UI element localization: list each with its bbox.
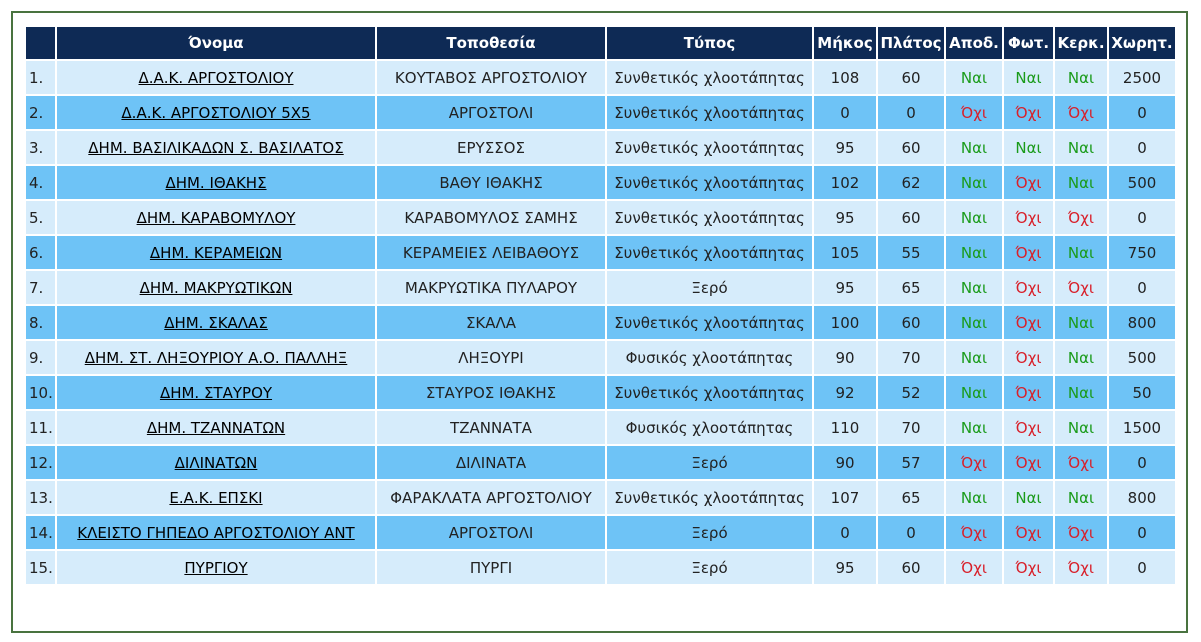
stands-cell: Όχι <box>1055 271 1107 304</box>
lights-cell: Όχι <box>1004 201 1053 234</box>
stands-cell: Ναι <box>1055 411 1107 444</box>
lights-cell: Όχι <box>1004 376 1053 409</box>
row-number: 13. <box>26 481 55 514</box>
row-number: 5. <box>26 201 55 234</box>
capacity-cell: 0 <box>1109 516 1175 549</box>
row-number: 8. <box>26 306 55 339</box>
changing-cell: Ναι <box>946 131 1002 164</box>
width-cell: 65 <box>878 481 944 514</box>
width-cell: 60 <box>878 61 944 94</box>
header-location[interactable]: Τοποθεσία <box>377 27 605 59</box>
location-cell: ΑΡΓΟΣΤΟΛΙ <box>377 96 605 129</box>
width-cell: 60 <box>878 551 944 584</box>
lights-cell: Ναι <box>1004 131 1053 164</box>
location-cell: ΣΤΑΥΡΟΣ ΙΘΑΚΗΣ <box>377 376 605 409</box>
table-row <box>26 201 1175 234</box>
stadium-name-link[interactable]: ΔΙΛΙΝΑΤΩΝ <box>174 453 258 472</box>
header-lights[interactable]: Φωτ. <box>1004 27 1053 59</box>
header-stands[interactable]: Κερκ. <box>1055 27 1107 59</box>
stadium-name-cell <box>57 376 375 409</box>
header-name[interactable]: Όνομα <box>57 27 375 59</box>
stands-cell: Όχι <box>1055 516 1107 549</box>
length-cell: 95 <box>814 551 876 584</box>
capacity-cell: 2500 <box>1109 61 1175 94</box>
length-cell: 90 <box>814 446 876 479</box>
row-number: 9. <box>26 341 55 374</box>
stadium-name-cell <box>57 131 375 164</box>
table-row <box>26 271 1175 304</box>
stands-cell: Ναι <box>1055 236 1107 269</box>
width-cell: 0 <box>878 96 944 129</box>
stands-cell: Όχι <box>1055 446 1107 479</box>
table-row <box>26 236 1175 269</box>
stadium-name-link[interactable]: ΔΗΜ. ΜΑΚΡΥΩΤΙΚΩΝ <box>139 278 293 297</box>
stadium-name-cell <box>57 516 375 549</box>
lights-cell: Όχι <box>1004 411 1053 444</box>
type-cell: Συνθετικός χλοοτάπητας <box>607 236 812 269</box>
table-row <box>26 96 1175 129</box>
length-cell: 95 <box>814 131 876 164</box>
width-cell: 65 <box>878 271 944 304</box>
changing-cell: Ναι <box>946 236 1002 269</box>
header-changing-rooms[interactable]: Αποδ. <box>946 27 1002 59</box>
length-cell: 95 <box>814 201 876 234</box>
stadium-name-link[interactable]: ΔΗΜ. ΣΚΑΛΑΣ <box>164 313 268 332</box>
capacity-cell: 750 <box>1109 236 1175 269</box>
length-cell: 110 <box>814 411 876 444</box>
row-number: 2. <box>26 96 55 129</box>
location-cell: ΑΡΓΟΣΤΟΛΙ <box>377 516 605 549</box>
changing-cell: Ναι <box>946 166 1002 199</box>
row-number: 15. <box>26 551 55 584</box>
type-cell: Ξερό <box>607 516 812 549</box>
location-cell: ΚΕΡΑΜΕΙΕΣ ΛΕΙΒΑΘΟΥΣ <box>377 236 605 269</box>
width-cell: 62 <box>878 166 944 199</box>
row-number: 1. <box>26 61 55 94</box>
row-number: 11. <box>26 411 55 444</box>
stadium-name-link[interactable]: ΔΗΜ. ΙΘΑΚΗΣ <box>165 173 267 192</box>
width-cell: 60 <box>878 131 944 164</box>
type-cell: Φυσικός χλοοτάπητας <box>607 411 812 444</box>
stands-cell: Όχι <box>1055 201 1107 234</box>
stadium-table <box>24 25 1177 586</box>
location-cell: ΤΖΑΝΝΑΤΑ <box>377 411 605 444</box>
stadium-name-link[interactable]: ΔΗΜ. ΤΖΑΝΝΑΤΩΝ <box>146 418 286 437</box>
stands-cell: Ναι <box>1055 341 1107 374</box>
capacity-cell: 800 <box>1109 481 1175 514</box>
stands-cell: Ναι <box>1055 166 1107 199</box>
stadium-name-link[interactable]: ΔΗΜ. ΚΑΡΑΒΟΜΥΛΟΥ <box>136 208 296 227</box>
length-cell: 90 <box>814 341 876 374</box>
stadium-name-cell <box>57 446 375 479</box>
capacity-cell: 800 <box>1109 306 1175 339</box>
lights-cell: Όχι <box>1004 551 1053 584</box>
type-cell: Συνθετικός χλοοτάπητας <box>607 306 812 339</box>
capacity-cell: 0 <box>1109 271 1175 304</box>
stadium-name-cell <box>57 481 375 514</box>
width-cell: 0 <box>878 516 944 549</box>
stadium-name-cell <box>57 201 375 234</box>
capacity-cell: 500 <box>1109 341 1175 374</box>
location-cell: ΜΑΚΡΥΩΤΙΚΑ ΠΥΛΑΡΟΥ <box>377 271 605 304</box>
changing-cell: Ναι <box>946 61 1002 94</box>
table-row <box>26 516 1175 549</box>
header-capacity[interactable]: Χωρητ. <box>1109 27 1175 59</box>
lights-cell: Όχι <box>1004 516 1053 549</box>
stadium-name-link[interactable]: ΠΥΡΓΙΟΥ <box>184 558 248 577</box>
table-row <box>26 131 1175 164</box>
type-cell: Συνθετικός χλοοτάπητας <box>607 376 812 409</box>
capacity-cell: 0 <box>1109 201 1175 234</box>
lights-cell: Όχι <box>1004 271 1053 304</box>
table-row <box>26 376 1175 409</box>
stadium-name-cell <box>57 341 375 374</box>
stands-cell: Όχι <box>1055 96 1107 129</box>
length-cell: 0 <box>814 516 876 549</box>
stands-cell: Όχι <box>1055 551 1107 584</box>
type-cell: Φυσικός χλοοτάπητας <box>607 341 812 374</box>
header-number <box>26 27 55 59</box>
stands-cell: Ναι <box>1055 131 1107 164</box>
type-cell: Ξερό <box>607 551 812 584</box>
location-cell: ΚΑΡΑΒΟΜΥΛΟΣ ΣΑΜΗΣ <box>377 201 605 234</box>
location-cell: ΒΑΘΥ ΙΘΑΚΗΣ <box>377 166 605 199</box>
length-cell: 107 <box>814 481 876 514</box>
changing-cell: Όχι <box>946 516 1002 549</box>
length-cell: 95 <box>814 271 876 304</box>
row-number: 14. <box>26 516 55 549</box>
changing-cell: Ναι <box>946 201 1002 234</box>
length-cell: 0 <box>814 96 876 129</box>
type-cell: Συνθετικός χλοοτάπητας <box>607 131 812 164</box>
type-cell: Συνθετικός χλοοτάπητας <box>607 201 812 234</box>
stadium-table-frame <box>11 11 1188 633</box>
changing-cell: Όχι <box>946 96 1002 129</box>
stadium-name-link[interactable]: ΔΗΜ. ΚΕΡΑΜΕΙΩΝ <box>149 243 283 262</box>
width-cell: 55 <box>878 236 944 269</box>
capacity-cell: 50 <box>1109 376 1175 409</box>
location-cell: ΚΟΥΤΑΒΟΣ ΑΡΓΟΣΤΟΛΙΟΥ <box>377 61 605 94</box>
table-row <box>26 61 1175 94</box>
stadium-name-link[interactable]: ΚΛΕΙΣΤΟ ΓΗΠΕΔΟ ΑΡΓΟΣΤΟΛΙΟΥ ΑΝΤ <box>77 523 355 542</box>
capacity-cell: 1500 <box>1109 411 1175 444</box>
header-width[interactable]: Πλάτος <box>878 27 944 59</box>
row-number: 6. <box>26 236 55 269</box>
stands-cell: Ναι <box>1055 376 1107 409</box>
width-cell: 57 <box>878 446 944 479</box>
width-cell: 60 <box>878 306 944 339</box>
type-cell: Συνθετικός χλοοτάπητας <box>607 96 812 129</box>
lights-cell: Όχι <box>1004 96 1053 129</box>
lights-cell: Ναι <box>1004 481 1053 514</box>
type-cell: Ξερό <box>607 271 812 304</box>
table-row <box>26 306 1175 339</box>
stadium-name-cell <box>57 271 375 304</box>
changing-cell: Όχι <box>946 551 1002 584</box>
lights-cell: Όχι <box>1004 306 1053 339</box>
stadium-name-link[interactable]: ΔΗΜ. ΣΤΑΥΡΟΥ <box>159 383 273 402</box>
width-cell: 52 <box>878 376 944 409</box>
stands-cell: Ναι <box>1055 481 1107 514</box>
stadium-name-link[interactable]: ΔΗΜ. ΣΤ. ΛΗΞΟΥΡΙΟΥ Α.Ο. ΠΑΛΛΗΞ <box>84 348 348 367</box>
header-type[interactable]: Τύπος <box>607 27 812 59</box>
stands-cell: Ναι <box>1055 61 1107 94</box>
lights-cell: Όχι <box>1004 236 1053 269</box>
table-row <box>26 551 1175 584</box>
changing-cell: Ναι <box>946 306 1002 339</box>
length-cell: 108 <box>814 61 876 94</box>
row-number: 3. <box>26 131 55 164</box>
location-cell: ΔΙΛΙΝΑΤΑ <box>377 446 605 479</box>
lights-cell: Όχι <box>1004 166 1053 199</box>
type-cell: Ξερό <box>607 446 812 479</box>
row-number: 4. <box>26 166 55 199</box>
table-row <box>26 341 1175 374</box>
row-number: 7. <box>26 271 55 304</box>
lights-cell: Όχι <box>1004 341 1053 374</box>
location-cell: ΦΑΡΑΚΛΑΤΑ ΑΡΓΟΣΤΟΛΙΟΥ <box>377 481 605 514</box>
location-cell: ΠΥΡΓΙ <box>377 551 605 584</box>
type-cell: Συνθετικός χλοοτάπητας <box>607 481 812 514</box>
table-row <box>26 481 1175 514</box>
table-body <box>26 61 1175 584</box>
lights-cell: Όχι <box>1004 446 1053 479</box>
table-header-row <box>26 27 1175 59</box>
length-cell: 100 <box>814 306 876 339</box>
lights-cell: Ναι <box>1004 61 1053 94</box>
stadium-name-cell <box>57 96 375 129</box>
stadium-name-link[interactable]: Δ.Α.Κ. ΑΡΓΟΣΤΟΛΙΟΥ 5Χ5 <box>121 103 311 122</box>
capacity-cell: 0 <box>1109 446 1175 479</box>
stadium-name-cell <box>57 166 375 199</box>
stadium-name-link[interactable]: Ε.Α.Κ. ΕΠΣΚΙ <box>169 488 263 507</box>
width-cell: 70 <box>878 411 944 444</box>
location-cell: ΕΡΥΣΣΟΣ <box>377 131 605 164</box>
changing-cell: Ναι <box>946 481 1002 514</box>
stadium-name-cell <box>57 236 375 269</box>
table-row <box>26 166 1175 199</box>
type-cell: Συνθετικός χλοοτάπητας <box>607 61 812 94</box>
changing-cell: Ναι <box>946 341 1002 374</box>
table-row <box>26 446 1175 479</box>
location-cell: ΛΗΞΟΥΡΙ <box>377 341 605 374</box>
changing-cell: Ναι <box>946 271 1002 304</box>
capacity-cell: 0 <box>1109 96 1175 129</box>
length-cell: 92 <box>814 376 876 409</box>
width-cell: 70 <box>878 341 944 374</box>
length-cell: 105 <box>814 236 876 269</box>
capacity-cell: 0 <box>1109 551 1175 584</box>
header-length[interactable]: Μήκος <box>814 27 876 59</box>
location-cell: ΣΚΑΛΑ <box>377 306 605 339</box>
row-number: 10. <box>26 376 55 409</box>
stadium-name-cell <box>57 306 375 339</box>
stadium-name-link[interactable]: ΔΗΜ. ΒΑΣΙΛΙΚΑΔΩΝ Σ. ΒΑΣΙΛΑΤΟΣ <box>88 138 344 157</box>
changing-cell: Όχι <box>946 446 1002 479</box>
stadium-name-cell <box>57 551 375 584</box>
type-cell: Συνθετικός χλοοτάπητας <box>607 166 812 199</box>
table-row <box>26 411 1175 444</box>
stadium-name-cell <box>57 61 375 94</box>
stadium-name-cell <box>57 411 375 444</box>
changing-cell: Ναι <box>946 411 1002 444</box>
changing-cell: Ναι <box>946 376 1002 409</box>
row-number: 12. <box>26 446 55 479</box>
length-cell: 102 <box>814 166 876 199</box>
capacity-cell: 500 <box>1109 166 1175 199</box>
stands-cell: Ναι <box>1055 306 1107 339</box>
width-cell: 60 <box>878 201 944 234</box>
stadium-name-link[interactable]: Δ.Α.Κ. ΑΡΓΟΣΤΟΛΙΟΥ <box>138 68 294 87</box>
capacity-cell: 0 <box>1109 131 1175 164</box>
